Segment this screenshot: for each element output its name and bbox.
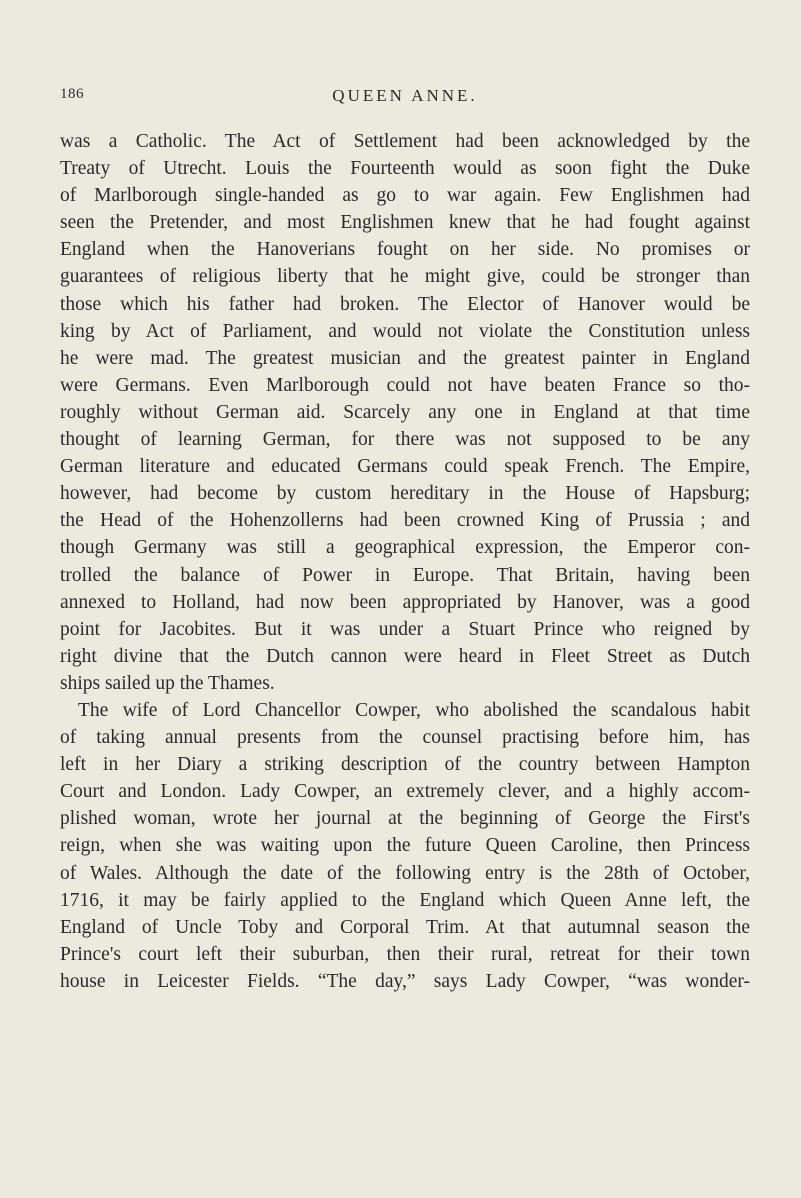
text-line: plished woman, wrote her journal at the beginning of George the First's xyxy=(60,808,750,830)
text-line: guarantees of religious liberty that he might give, could be stronger than xyxy=(60,266,750,288)
page-header xyxy=(60,86,750,110)
text-line: he were mad. The greatest musician and the greatest painter in England xyxy=(60,347,750,369)
text-line: thought of learning German, for there was not supposed to be any xyxy=(60,429,750,451)
text-line: 1716, it may be fairly applied to the England which Queen Anne left, the xyxy=(60,889,750,911)
text-line: was a Catholic. The Act of Settlement had been acknowledged by the xyxy=(60,131,750,152)
text-line: the Head of the Hohenzollerns had been crowned King of Prussia ; and xyxy=(60,510,750,532)
text-line: Prince's court left their suburban, then their rural, retreat for their town xyxy=(60,943,750,965)
text-line: The wife of Lord Chancellor Cowper, who abolished the scandalous habit xyxy=(78,699,750,721)
text-line: of taking annual presents from the counsel practising before him, has xyxy=(60,727,750,749)
text-line: though Germany was still a geographical expression, the Emperor con- xyxy=(60,537,750,559)
text-line: of Marlborough single-handed as go to war again. Few Englishmen had xyxy=(60,185,750,207)
text-line: however, had become by custom hereditary in the House of Hapsburg; xyxy=(60,483,750,505)
text-line: point for Jacobites. But it was under a Stuart Prince who reigned by xyxy=(60,618,750,640)
text-line: roughly without German aid. Scarcely any one in England at that time xyxy=(60,401,750,423)
running-head: QUEEN ANNE. xyxy=(332,86,478,105)
body-text xyxy=(60,128,750,995)
text-line: house in Leicester Fields. “The day,” says Lady Cowper, “was wonder- xyxy=(60,970,750,992)
text-line: England of Uncle Toby and Corporal Trim. At that autumnal season the xyxy=(60,916,750,938)
text-line: reign, when she was waiting upon the future Queen Caroline, then Princess xyxy=(60,835,750,857)
text-line: king by Act of Parliament, and would not violate the Constitution unless xyxy=(60,320,750,342)
text-line: right divine that the Dutch cannon were heard in Fleet Street as Dutch xyxy=(60,645,750,667)
text-line: ships sailed up the Thames. xyxy=(60,672,275,694)
text-line: Court and London. Lady Cowper, an extremely clever, and a highly accom- xyxy=(60,781,750,803)
text-line: seen the Pretender, and most Englishmen knew that he had fought against xyxy=(60,212,750,234)
page-number: 186 xyxy=(60,86,84,102)
text-line: German literature and educated Germans could speak French. The Empire, xyxy=(60,456,750,478)
text-line: left in her Diary a striking description of the country between Hampton xyxy=(60,754,750,776)
text-line: of Wales. Although the date of the following entry is the 28th of October, xyxy=(60,862,750,884)
text-line: were Germans. Even Marlborough could not have beaten France so tho- xyxy=(60,374,750,396)
text-line: annexed to Holland, had now been appropriated by Hanover, was a good xyxy=(60,591,750,613)
text-line: Treaty of Utrecht. Louis the Fourteenth would as soon fight the Duke xyxy=(60,158,750,180)
text-line: those which his father had broken. The Elector of Hanover would be xyxy=(60,293,750,315)
text-line: trolled the balance of Power in Europe. That Britain, having been xyxy=(60,564,750,586)
text-line: England when the Hanoverians fought on her side. No promises or xyxy=(60,239,750,261)
